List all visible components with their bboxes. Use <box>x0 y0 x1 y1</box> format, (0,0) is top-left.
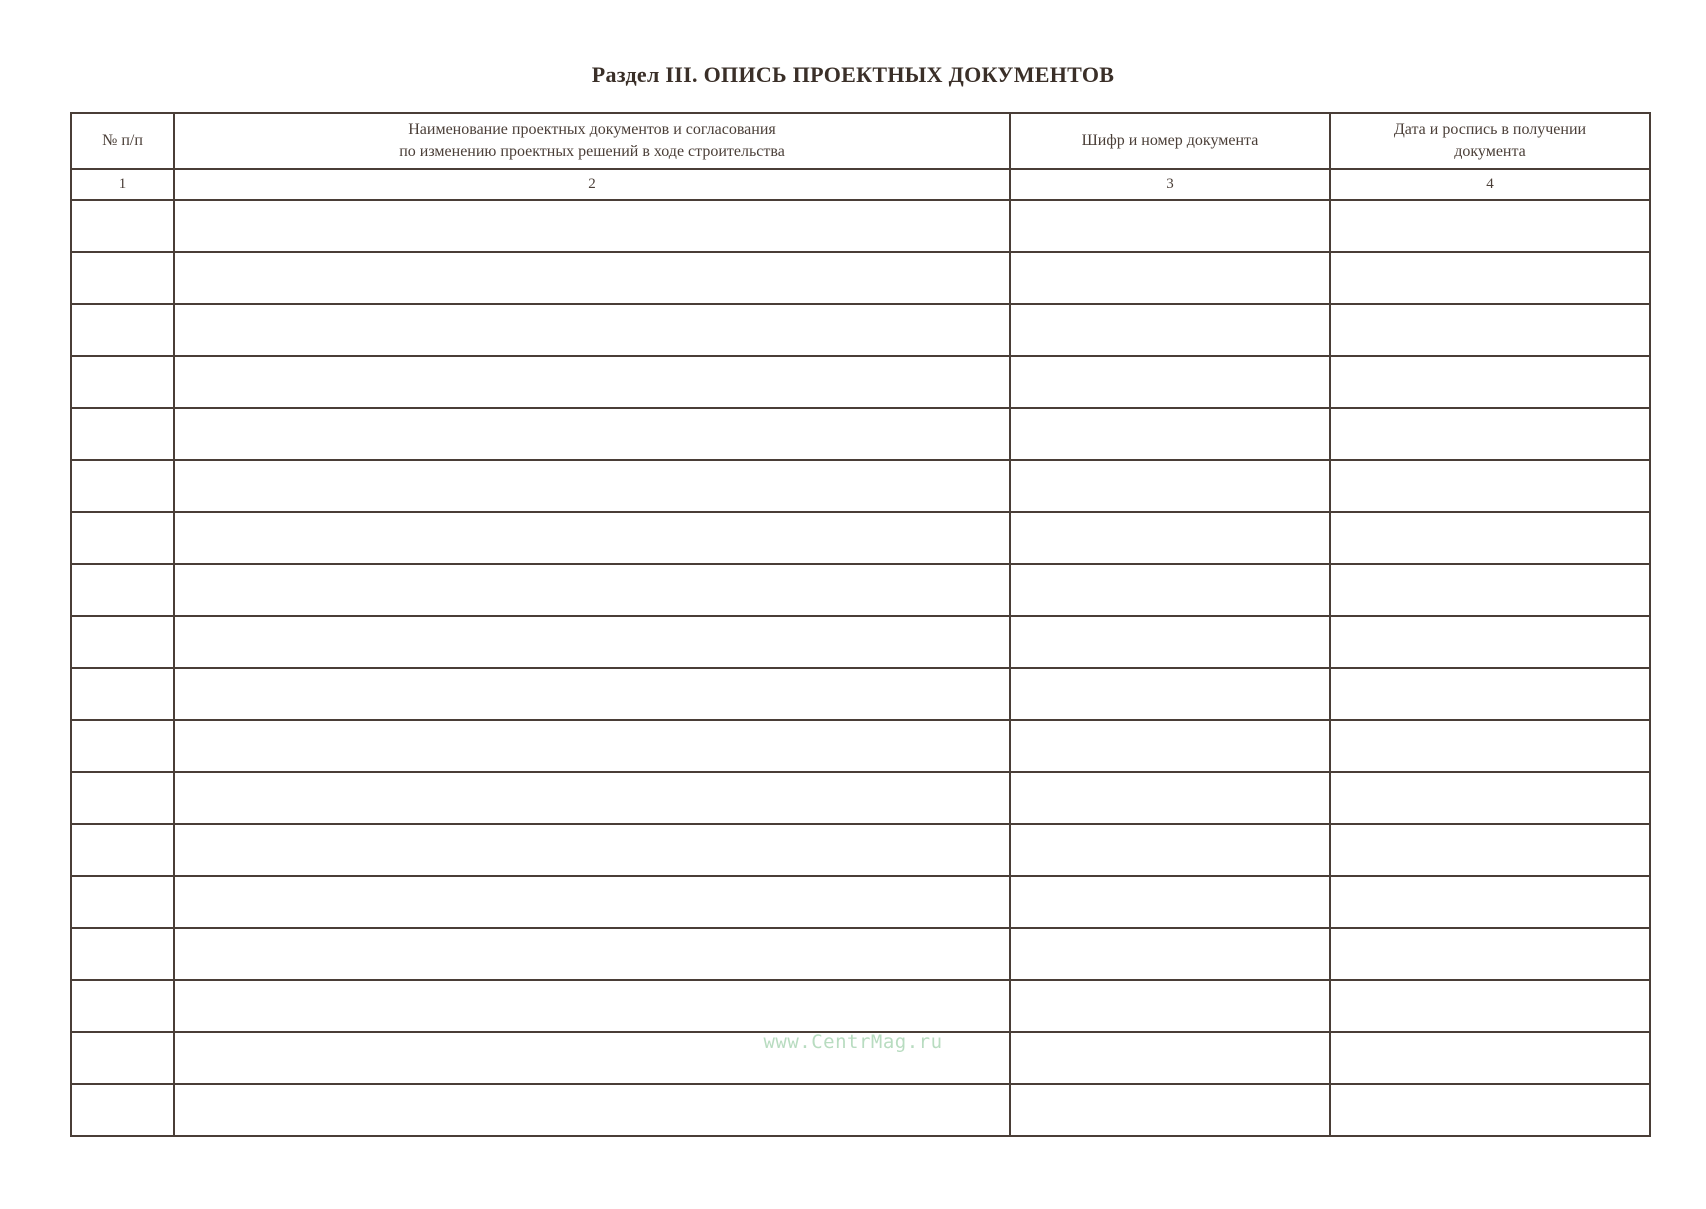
table-row <box>71 824 1650 876</box>
table-cell <box>1330 824 1650 876</box>
table-cell <box>71 928 174 980</box>
watermark: www.CentrMag.ru <box>763 1031 943 1053</box>
table-cell <box>71 668 174 720</box>
table-cell <box>1330 356 1650 408</box>
table-row <box>71 1032 1650 1084</box>
table-cell <box>174 564 1010 616</box>
table-cell <box>174 616 1010 668</box>
column-number: 4 <box>1330 169 1650 200</box>
table-cell <box>1010 720 1330 772</box>
table-cell <box>174 772 1010 824</box>
table-cell <box>1010 408 1330 460</box>
table-cell <box>1330 772 1650 824</box>
header-text: Наименование проектных документов и согласования <box>408 121 776 138</box>
table-header-row <box>71 113 1650 169</box>
table-cell <box>174 200 1010 252</box>
table-cell <box>71 512 174 564</box>
table-cell <box>1010 668 1330 720</box>
table-row <box>71 668 1650 720</box>
table-body <box>71 200 1650 1136</box>
table-cell <box>71 200 174 252</box>
header-text: Дата и роспись в получении <box>1393 121 1587 138</box>
table-cell <box>71 408 174 460</box>
table-cell <box>1330 512 1650 564</box>
table-row <box>71 356 1650 408</box>
table-cell <box>1010 616 1330 668</box>
table-cell <box>1330 876 1650 928</box>
table-cell <box>1330 1032 1650 1084</box>
table-cell <box>174 876 1010 928</box>
column-number: 3 <box>1010 169 1330 200</box>
header-text: по изменению проектных решений в ходе строительства <box>399 143 785 160</box>
table-cell <box>1330 252 1650 304</box>
table-cell <box>71 616 174 668</box>
table-cell <box>71 876 174 928</box>
table-row <box>71 564 1650 616</box>
table-row <box>71 720 1650 772</box>
table-cell <box>71 772 174 824</box>
table-cell <box>1010 1032 1330 1084</box>
table-cell <box>1330 720 1650 772</box>
table-cell <box>1010 772 1330 824</box>
table-row <box>71 876 1650 928</box>
table-cell <box>1010 824 1330 876</box>
table-cell <box>1010 304 1330 356</box>
table-row <box>71 252 1650 304</box>
table-cell <box>1330 1084 1650 1136</box>
table-cell <box>174 980 1010 1032</box>
table-cell <box>1330 200 1650 252</box>
table-cell <box>1010 928 1330 980</box>
table-cell <box>1010 252 1330 304</box>
table-cell <box>174 512 1010 564</box>
header-text: № п/п <box>102 132 143 149</box>
table-cell <box>71 356 174 408</box>
table-cell <box>1010 564 1330 616</box>
table-cell <box>71 720 174 772</box>
table-row <box>71 200 1650 252</box>
table-row <box>71 616 1650 668</box>
table-row <box>71 1084 1650 1136</box>
table-row <box>71 928 1650 980</box>
table-row <box>71 460 1650 512</box>
table-row <box>71 772 1650 824</box>
table-cell <box>1330 980 1650 1032</box>
document-register-table <box>70 112 1651 1137</box>
column-number-row <box>71 169 1650 200</box>
table-cell <box>174 408 1010 460</box>
table-cell <box>1330 460 1650 512</box>
table-cell <box>174 824 1010 876</box>
table-cell <box>174 304 1010 356</box>
table-cell <box>71 1084 174 1136</box>
table-cell <box>1330 304 1650 356</box>
table-cell <box>174 1032 1010 1084</box>
table-cell <box>1010 980 1330 1032</box>
header-text: документа <box>1454 143 1526 160</box>
table-cell <box>71 1032 174 1084</box>
table-cell <box>71 304 174 356</box>
table-cell <box>71 460 174 512</box>
table-cell <box>1010 876 1330 928</box>
section-title: Раздел III. ОПИСЬ ПРОЕКТНЫХ ДОКУМЕНТОВ <box>591 62 1115 87</box>
table-cell <box>174 1084 1010 1136</box>
table-cell <box>1010 512 1330 564</box>
table-cell <box>1010 200 1330 252</box>
table-cell <box>1330 928 1650 980</box>
table-cell <box>71 980 174 1032</box>
table-row <box>71 980 1650 1032</box>
header-text: Шифр и номер документа <box>1081 132 1259 149</box>
table-cell <box>174 720 1010 772</box>
table-cell <box>174 668 1010 720</box>
table-cell <box>174 252 1010 304</box>
column-number: 1 <box>71 169 174 200</box>
table-cell <box>1330 408 1650 460</box>
column-number: 2 <box>174 169 1010 200</box>
table-cell <box>1330 564 1650 616</box>
table-cell <box>1010 356 1330 408</box>
table-cell <box>1010 460 1330 512</box>
table-cell <box>174 928 1010 980</box>
table-cell <box>174 356 1010 408</box>
table-cell <box>71 824 174 876</box>
table-cell <box>71 252 174 304</box>
table-cell <box>174 460 1010 512</box>
table-row <box>71 408 1650 460</box>
table-row <box>71 512 1650 564</box>
header-cell-code <box>1010 113 1330 169</box>
header-cell-number <box>71 113 174 169</box>
table-row <box>71 304 1650 356</box>
table-cell <box>1330 616 1650 668</box>
table-cell <box>1330 668 1650 720</box>
header-cell-name <box>174 113 1010 169</box>
table-cell <box>1010 1084 1330 1136</box>
table-cell <box>71 564 174 616</box>
header-cell-date-signature <box>1330 113 1650 169</box>
